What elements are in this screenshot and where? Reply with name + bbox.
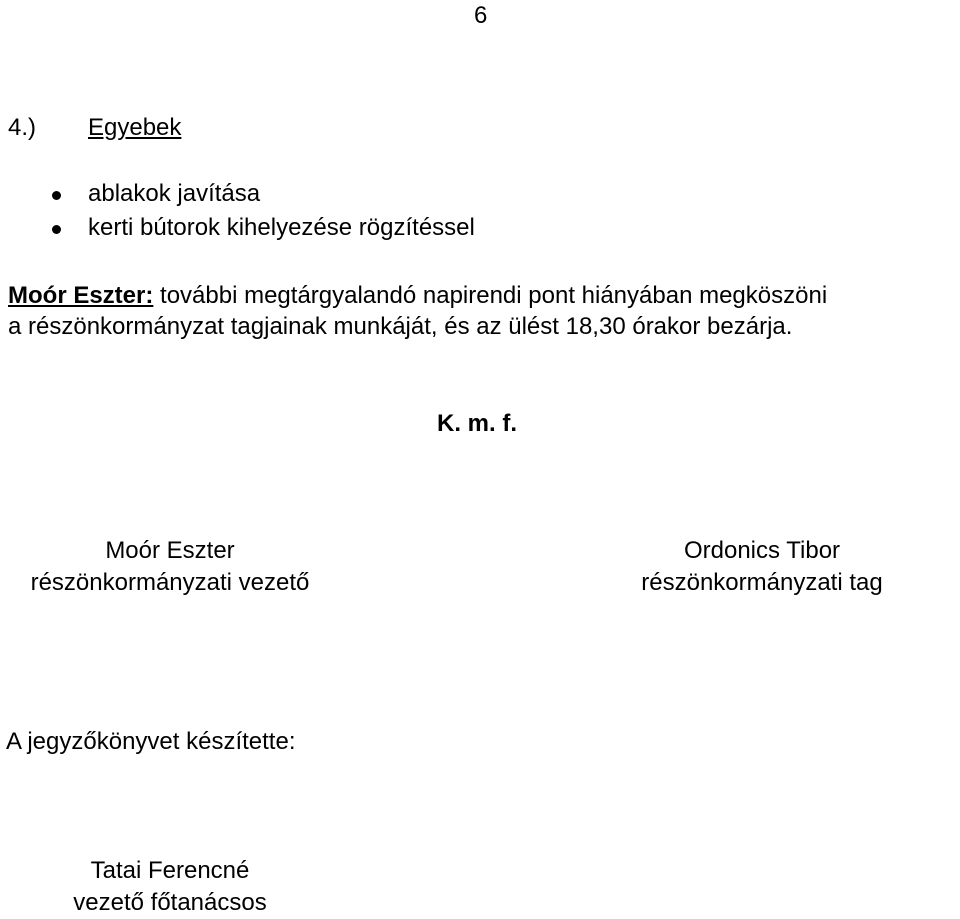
signature-left <box>0 535 340 599</box>
kmf-mark: K. m. f. <box>437 410 518 437</box>
page-number: 6 <box>474 2 488 29</box>
section-number: 4.) <box>8 114 37 141</box>
bullet-icon <box>52 225 61 234</box>
signature-recorder <box>30 855 310 919</box>
speaker-name: Moór Eszter: <box>8 282 154 309</box>
list-item-text: kerti bútorok kihelyezése rögzítéssel <box>88 214 475 241</box>
bullet-icon <box>52 191 61 200</box>
prepared-by-label: A jegyzőkönyvet készítette: <box>6 728 296 755</box>
signature-role: részönkormányzati vezető <box>30 569 310 596</box>
closing-text-2: a részönkormányzat tagjainak munkáját, és az ülést 18,30 órakor bezárja. <box>8 313 793 340</box>
signature-role: vezető főtanácsos <box>73 889 267 916</box>
paragraph-line-1 <box>8 280 958 311</box>
signature-role: részönkormányzati tag <box>641 569 883 596</box>
closing-text-1: további megtárgyalandó napirendi pont hiányában megköszöni <box>153 282 828 309</box>
signature-name: Ordonics Tibor <box>683 537 841 564</box>
section-title: Egyebek <box>88 114 182 141</box>
section-heading <box>8 116 181 140</box>
signature-name: Moór Eszter <box>105 537 235 564</box>
signature-name: Tatai Ferencné <box>90 857 250 884</box>
closing-paragraph <box>8 280 958 342</box>
list-item-text: ablakok javítása <box>88 180 261 207</box>
signature-right <box>612 535 912 599</box>
